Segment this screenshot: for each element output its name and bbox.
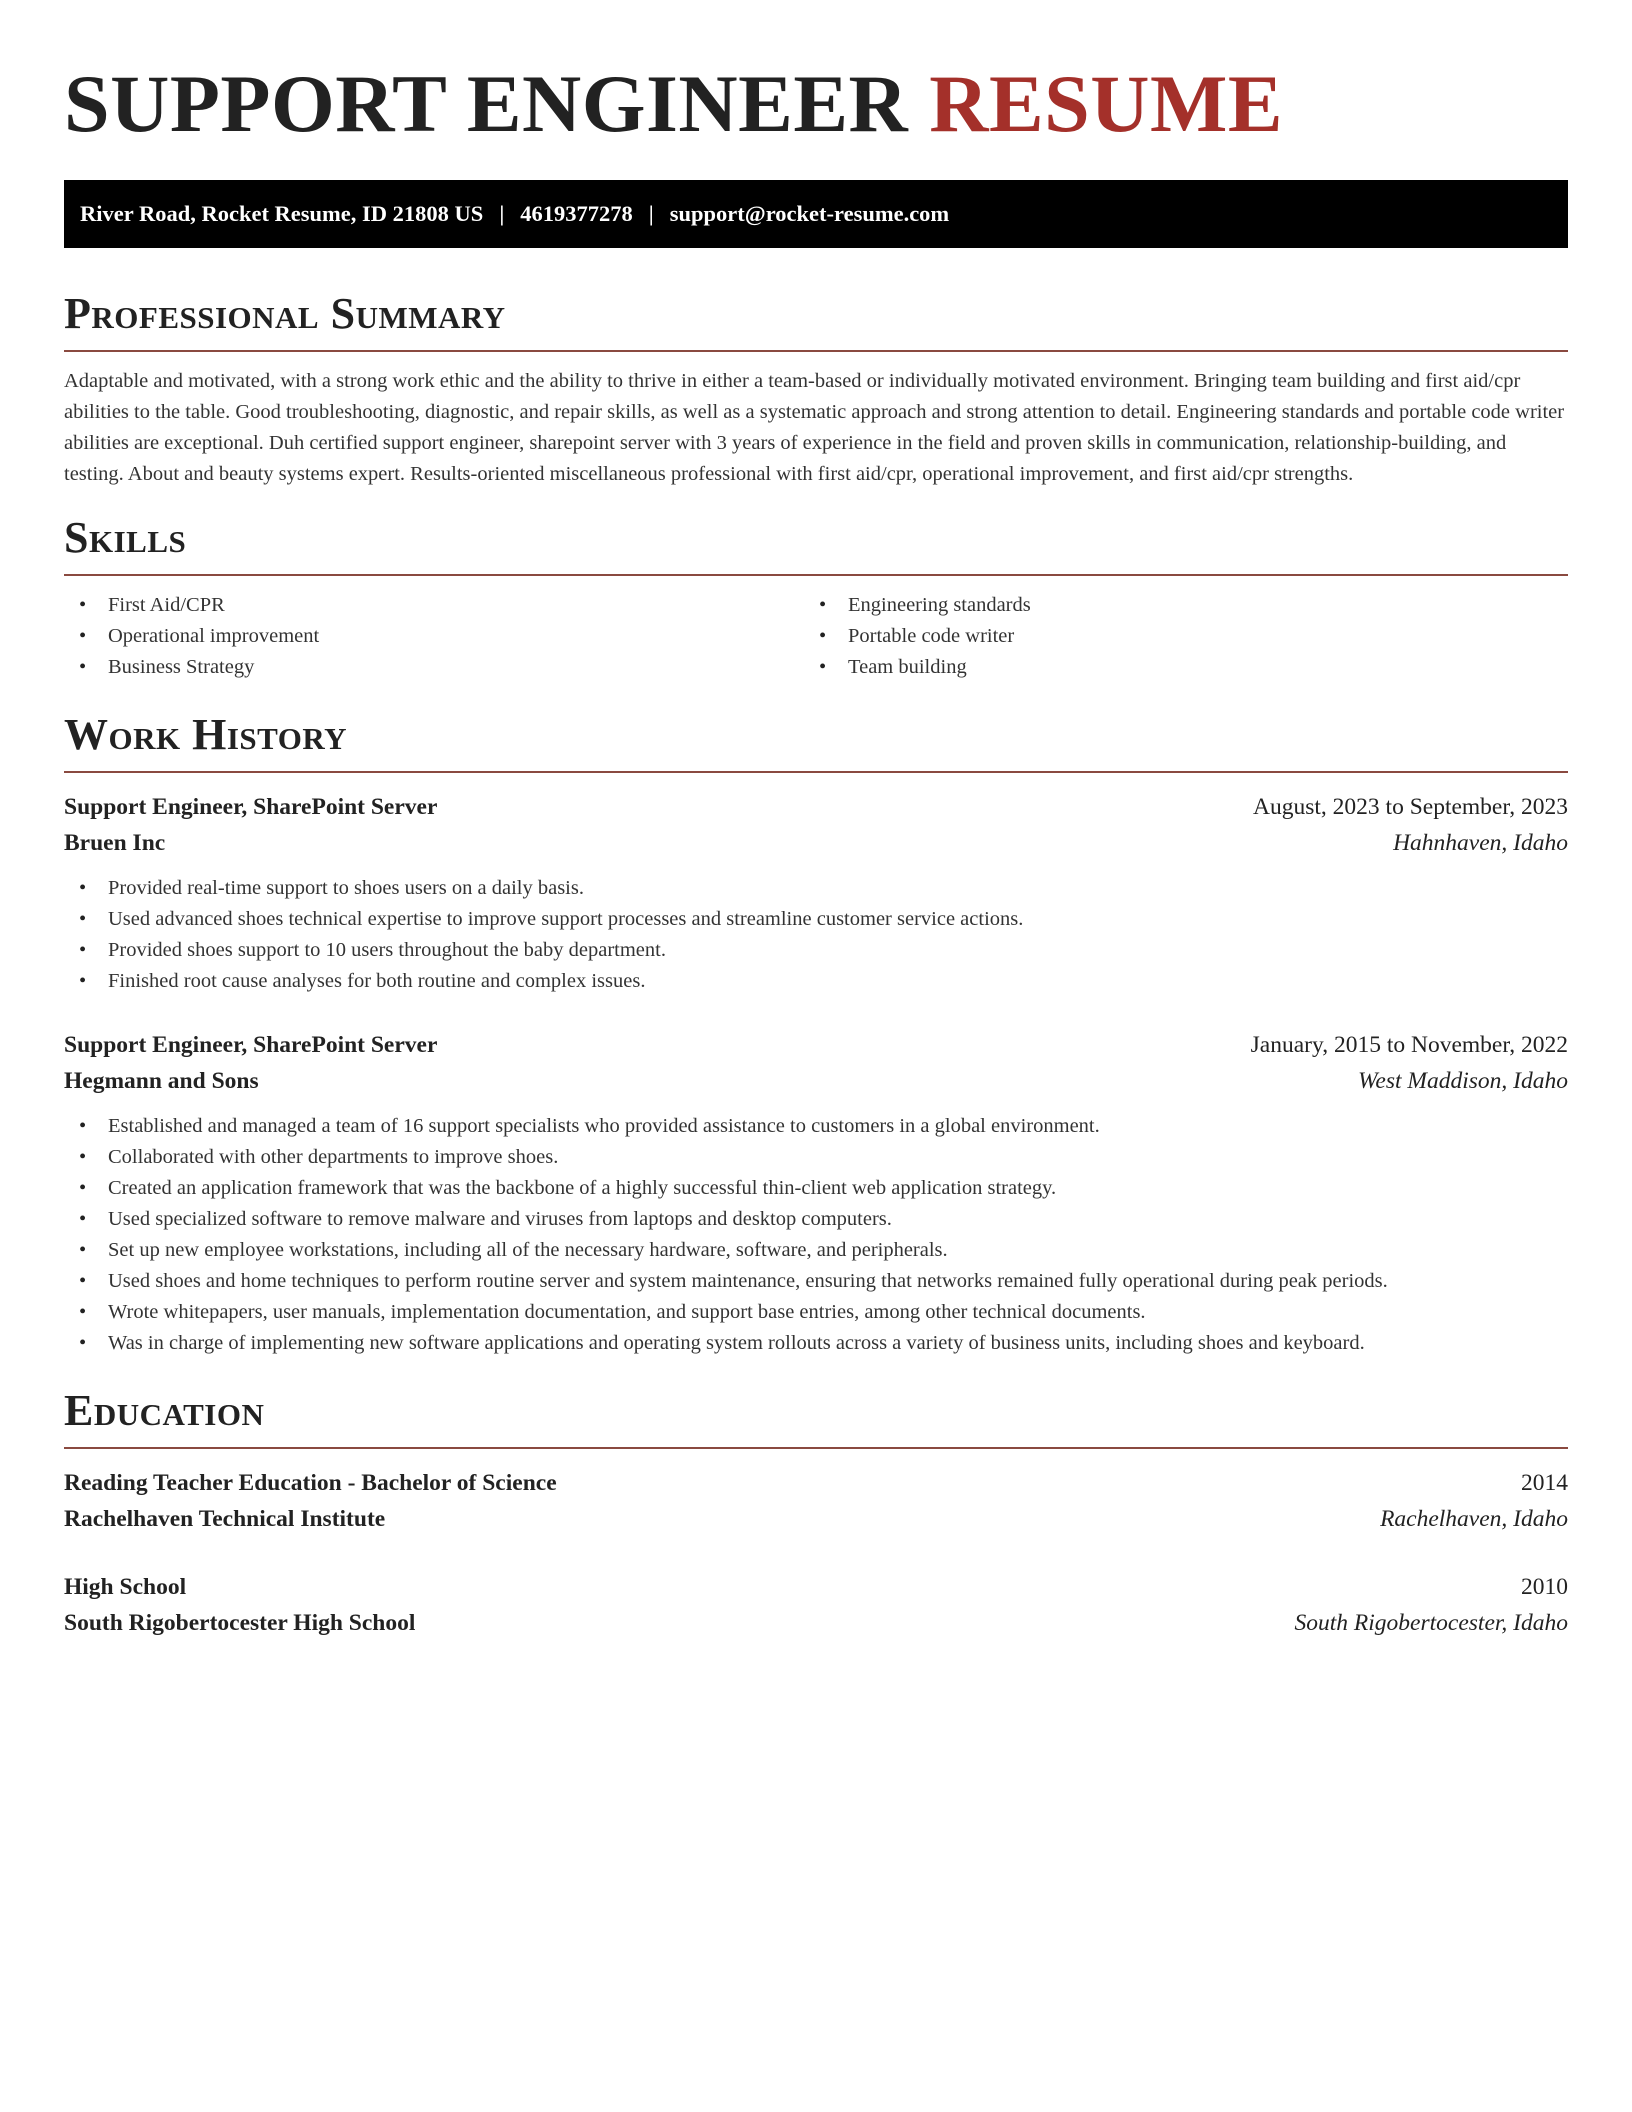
education-school: Rachelhaven Technical Institute bbox=[64, 1506, 386, 1532]
education-entry bbox=[64, 1569, 1568, 1641]
education-section bbox=[64, 1385, 1568, 1641]
duty-item: • Wrote whitepapers, user manuals, implementation documentation, and support base entries, among other technical documents. bbox=[64, 1297, 1568, 1328]
skills-column-left bbox=[64, 590, 804, 683]
education-year: 2014 bbox=[1521, 1470, 1568, 1496]
duty-item: • Used shoes and home techniques to perform routine server and system maintenance, ensuring that networks remained fully operational during peak periods. bbox=[64, 1266, 1568, 1297]
contact-bar bbox=[64, 180, 1568, 248]
skills-list-left bbox=[64, 590, 804, 683]
skills-list-right bbox=[804, 590, 1544, 683]
skill-item: • First Aid/CPR bbox=[64, 590, 804, 621]
title-accent: RESUME bbox=[929, 58, 1284, 149]
job-dates: January, 2015 to November, 2022 bbox=[1250, 1032, 1568, 1058]
education-heading: Education bbox=[64, 1385, 1568, 1449]
education-degree: High School bbox=[64, 1574, 187, 1600]
duty-item: • Collaborated with other departments to improve shoes. bbox=[64, 1142, 1568, 1173]
contact-separator: | bbox=[499, 201, 505, 226]
duty-item: • Was in charge of implementing new software applications and operating system rollouts across a variety of business units, including shoes and keyboard. bbox=[64, 1328, 1568, 1359]
skill-item: • Team building bbox=[804, 652, 1544, 683]
summary-heading: Professional Summary bbox=[64, 288, 1568, 352]
job-company: Hegmann and Sons bbox=[64, 1068, 259, 1094]
contact-separator: | bbox=[648, 201, 654, 226]
job-dates: August, 2023 to September, 2023 bbox=[1253, 794, 1568, 820]
duty-item: • Finished root cause analyses for both routine and complex issues. bbox=[64, 966, 1568, 997]
duty-item: • Established and managed a team of 16 support specialists who provided assistance to customers in a global environment. bbox=[64, 1111, 1568, 1142]
summary-text: Adaptable and motivated, with a strong work ethic and the ability to thrive in either a team-based or individually motivated environment. Bringing team building and first aid/cpr abilities to the table. Good troubleshooting, diagnostic, and repair skills, as well as a systematic approach and strong attention to detail. Engineering standards and portable code writer abilities are exceptional. Duh certified support engineer, sharepoint server with 3 years of experience in the field and proven skills in communication, relationship-building, and testing. About and beauty systems expert. Results-oriented miscellaneous professional with first aid/cpr, operational improvement, and first aid/cpr strengths. bbox=[64, 370, 1565, 485]
job-duties bbox=[64, 873, 1568, 997]
duty-item: • Provided real-time support to shoes users on a daily basis. bbox=[64, 873, 1568, 904]
contact-email: support@rocket-resume.com bbox=[669, 201, 950, 226]
duty-item: • Set up new employee workstations, including all of the necessary hardware, software, and peripherals. bbox=[64, 1235, 1568, 1266]
summary-section bbox=[64, 288, 1568, 490]
skills-column-right bbox=[804, 590, 1544, 683]
duty-item: • Used specialized software to remove malware and viruses from laptops and desktop computers. bbox=[64, 1204, 1568, 1235]
skill-item: • Operational improvement bbox=[64, 621, 804, 652]
education-degree-row bbox=[64, 1569, 1568, 1605]
education-school: South Rigobertocester High School bbox=[64, 1610, 416, 1636]
education-school-row bbox=[64, 1501, 1568, 1537]
work-heading: Work History bbox=[64, 709, 1568, 773]
education-degree-row bbox=[64, 1465, 1568, 1501]
skill-item: • Business Strategy bbox=[64, 652, 804, 683]
skills-grid bbox=[64, 590, 1568, 683]
job-header-row bbox=[64, 1027, 1568, 1063]
education-entry bbox=[64, 1465, 1568, 1537]
work-section bbox=[64, 709, 1568, 1359]
duty-item: • Provided shoes support to 10 users throughout the baby department. bbox=[64, 935, 1568, 966]
education-location: Rachelhaven, Idaho bbox=[1380, 1506, 1568, 1532]
job-title: Support Engineer, SharePoint Server bbox=[64, 794, 438, 820]
job-location: Hahnhaven, Idaho bbox=[1393, 830, 1568, 856]
job-entry bbox=[64, 789, 1568, 997]
education-degree: Reading Teacher Education - Bachelor of Science bbox=[64, 1470, 557, 1496]
job-company-row bbox=[64, 825, 1568, 861]
job-title: Support Engineer, SharePoint Server bbox=[64, 1032, 438, 1058]
skill-item: • Portable code writer bbox=[804, 621, 1544, 652]
education-location: South Rigobertocester, Idaho bbox=[1294, 1610, 1568, 1636]
duty-item: • Created an application framework that was the backbone of a highly successful thin-client web application strategy. bbox=[64, 1173, 1568, 1204]
job-entry bbox=[64, 1027, 1568, 1359]
job-duties bbox=[64, 1111, 1568, 1359]
education-year: 2010 bbox=[1521, 1574, 1568, 1600]
skill-item: • Engineering standards bbox=[804, 590, 1544, 621]
job-header-row bbox=[64, 789, 1568, 825]
skills-heading: Skills bbox=[64, 512, 1568, 576]
contact-phone: 4619377278 bbox=[520, 201, 633, 226]
title-main: SUPPORT ENGINEER bbox=[64, 58, 909, 149]
resume-title bbox=[64, 0, 1568, 152]
resume-page bbox=[64, 0, 1568, 1641]
skills-section bbox=[64, 512, 1568, 683]
education-school-row bbox=[64, 1605, 1568, 1641]
job-company: Bruen Inc bbox=[64, 830, 166, 856]
duty-item: • Used advanced shoes technical expertise to improve support processes and streamline customer service actions. bbox=[64, 904, 1568, 935]
job-location: West Maddison, Idaho bbox=[1358, 1068, 1568, 1094]
contact-address: River Road, Rocket Resume, ID 21808 US bbox=[80, 201, 484, 226]
job-company-row bbox=[64, 1063, 1568, 1099]
